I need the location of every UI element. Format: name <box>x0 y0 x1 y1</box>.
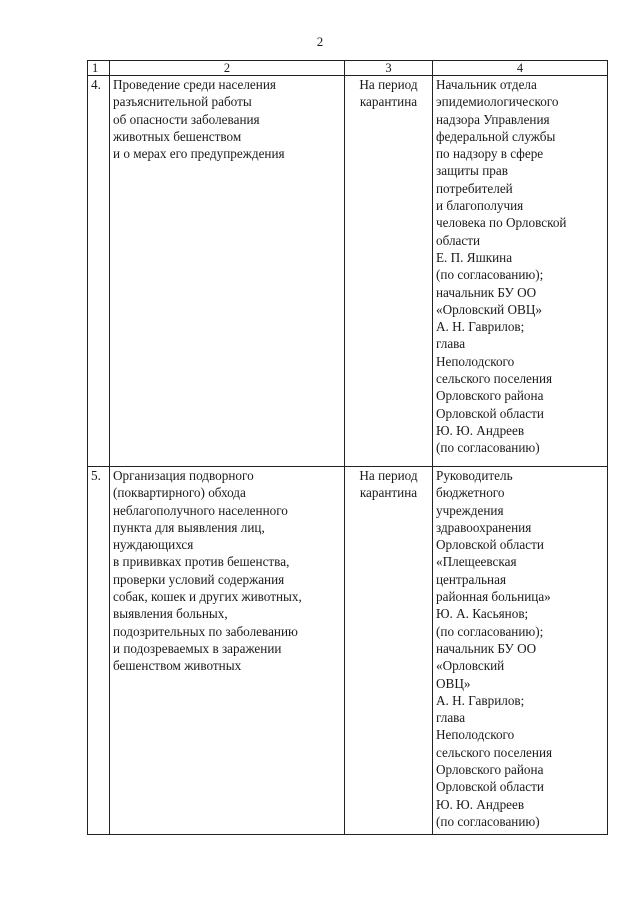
responsible-cell <box>433 467 608 835</box>
text-line: здравоохранения <box>436 519 532 535</box>
text-line: глава <box>436 710 466 726</box>
text-line: в прививках против бешенства, <box>113 554 290 570</box>
text-line: Начальник отдела <box>436 77 537 92</box>
text-line: Руководитель <box>436 468 513 483</box>
text-line: Орловского района <box>436 388 544 404</box>
text-line: глава <box>436 336 466 352</box>
responsible-cell <box>433 76 608 467</box>
text-line: и благополучия <box>436 198 524 214</box>
text-line: А. Н. Гаврилов; <box>436 692 525 708</box>
column-header-1: 1 <box>88 61 110 76</box>
text-line: надзора Управления <box>436 111 550 127</box>
table-row <box>88 467 608 835</box>
text-line: (по согласованию) <box>436 440 540 456</box>
text-line: человека по Орловской <box>436 215 567 231</box>
text-line: «Плещеевская <box>436 554 517 570</box>
text-line: по надзору в сфере <box>436 146 544 162</box>
text-line: Организация подворного <box>113 468 254 483</box>
table-row <box>88 76 608 467</box>
text-line: сельского поселения <box>436 744 553 760</box>
column-header-2: 2 <box>110 61 345 76</box>
text-line: собак, кошек и других животных, <box>113 589 302 605</box>
text-line: Орловского района <box>436 762 544 778</box>
text-line: На период <box>359 468 418 483</box>
period-cell <box>345 76 433 467</box>
text-line: начальник БУ ОО <box>436 284 537 300</box>
text-line: Ю. Ю. Андреев <box>436 796 525 812</box>
text-line: неблагополучного населенного <box>113 502 288 518</box>
text-line: Ю. А. Касьянов; <box>436 606 529 622</box>
row-number: 4. <box>88 76 110 467</box>
text-line: разъяснительной работы <box>113 94 252 110</box>
text-line: карантина <box>359 485 418 501</box>
text-line: районная больница» <box>436 589 551 605</box>
period-cell <box>345 467 433 835</box>
text-line: «Орловский ОВЦ» <box>436 301 542 317</box>
text-line: учреждения <box>436 502 504 518</box>
text-line: карантина <box>359 94 418 110</box>
text-line: и о мерах его предупреждения <box>113 146 285 162</box>
activity-cell <box>110 76 345 467</box>
text-line: нуждающихся <box>113 537 194 553</box>
text-line: А. Н. Гаврилов; <box>436 319 525 335</box>
text-line: начальник БУ ОО <box>436 640 537 656</box>
text-line: сельского поселения <box>436 371 553 387</box>
text-line: Орловской области <box>436 405 544 421</box>
text-line: Ю. Ю. Андреев <box>436 422 525 438</box>
text-line: области <box>436 232 481 248</box>
text-line: центральная <box>436 571 507 587</box>
activity-cell <box>110 467 345 835</box>
text-line: бюджетного <box>436 485 505 501</box>
text-line: (по согласованию); <box>436 623 544 639</box>
text-line: эпидемиологического <box>436 94 559 110</box>
text-line: (по согласованию); <box>436 267 544 283</box>
text-line: об опасности заболевания <box>113 111 260 127</box>
text-line: проверки условий содержания <box>113 571 285 587</box>
text-line: животных бешенством <box>113 128 242 144</box>
text-line: потребителей <box>436 180 513 196</box>
text-line: На период <box>359 77 418 92</box>
text-line: ОВЦ» <box>436 675 471 691</box>
text-line: федеральной службы <box>436 128 556 144</box>
row-number: 5. <box>88 467 110 835</box>
text-line: защиты прав <box>436 163 508 179</box>
text-line: Е. П. Яшкина <box>436 249 513 265</box>
text-line: Орловской области <box>436 537 544 553</box>
text-line: Орловской области <box>436 779 544 795</box>
column-header-4: 4 <box>433 61 608 76</box>
text-line: (поквартирного) обхода <box>113 485 246 501</box>
text-line: Проведение среди населения <box>113 77 276 92</box>
text-line: (по согласованию) <box>436 813 540 829</box>
text-line: бешенством животных <box>113 658 242 674</box>
page-number: 2 <box>316 34 324 49</box>
text-line: Неполодского <box>436 727 515 743</box>
text-line: подозрительных по заболеванию <box>113 623 298 639</box>
column-header-3: 3 <box>345 61 433 76</box>
activity-table <box>87 60 608 835</box>
text-line: выявления больных, <box>113 606 228 622</box>
text-line: «Орловский <box>436 658 505 674</box>
table-header-row <box>88 61 608 76</box>
text-line: Неполодского <box>436 353 515 369</box>
text-line: пункта для выявления лиц, <box>113 519 265 535</box>
text-line: и подозреваемых в заражении <box>113 640 282 656</box>
